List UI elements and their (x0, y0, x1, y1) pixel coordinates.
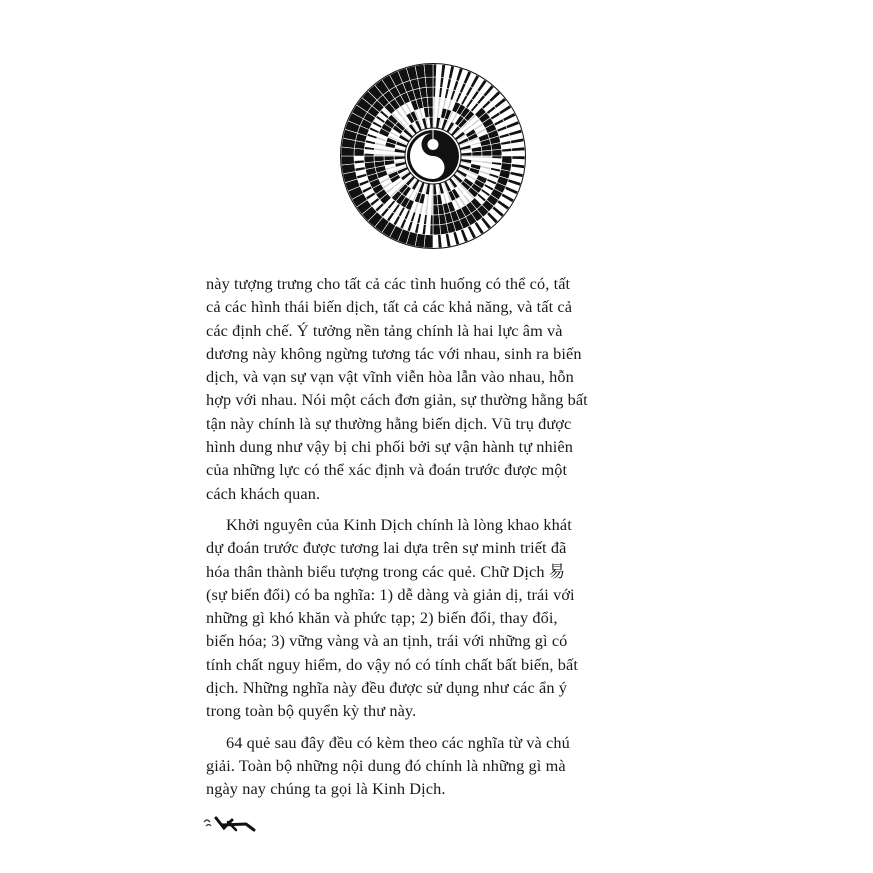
text-line: của những lực có thể xác định và đoán trước được một (206, 460, 568, 480)
text-line: dịch, và vạn sự vạn vật vĩnh viễn hòa lẫn vào nhau, hỗn (206, 367, 574, 387)
text-line: Khởi nguyên của Kinh Dịch chính là lòng khao khát (226, 514, 572, 534)
text-line: biến hóa; 3) vững vàng và an tịnh, trái với những gì có (206, 631, 568, 651)
text-line: hợp với nhau. Nói một cách đơn giản, sự thường hằng bất (206, 390, 588, 410)
text-line: cả các hình thái biến dịch, tất cả các khả năng, và tất cả (206, 297, 573, 317)
text-line: cách khách quan. (206, 483, 321, 503)
text-line: dịch. Những nghĩa này đều được sử dụng như các ẩn ý (206, 678, 567, 698)
text-line: hình dung như vậy bị chi phối bởi sự vận hành tự nhiên (206, 437, 573, 457)
text-line: tận này chính là sự thường hằng biến dịch. Vũ trụ được (206, 413, 572, 433)
text-line: này tượng trưng cho tất cả các tình huống có thể có, tất (206, 274, 571, 293)
text-line: trong toàn bộ quyển kỳ thư này. (206, 701, 417, 721)
yin-yang-hexagram-circle-icon (339, 62, 527, 250)
paragraph-1 (206, 272, 672, 505)
text-line: tính chất nguy hiểm, do vậy nó có tính chất bất biến, bất (206, 654, 578, 674)
text-line: 64 quẻ sau đây đều có kèm theo các nghĩa từ và chú (226, 732, 570, 752)
text-line: dương này không ngừng tương tác với nhau, sinh ra biến (206, 343, 582, 363)
text-line: (sự biến đổi) có ba nghĩa: 1) dễ dàng và giản dị, trái với (206, 584, 575, 604)
text-line: giải. Toàn bộ những nội dung đó chính là những gì mà (206, 755, 566, 775)
body-text (206, 272, 672, 809)
text-line: những gì khó khăn và phức tạp; 2) biến đổi, thay đổi, (206, 608, 558, 628)
page-ornament-icon (202, 812, 262, 836)
text-line: các định chế. Ý tưởng nền tảng chính là hai lực âm và (206, 320, 563, 340)
text-line: dự đoán trước được tương lai dựa trên sự minh triết đã (206, 538, 567, 558)
text-line: hóa thân thành biểu tượng trong các quẻ. Chữ Dịch 易 (206, 561, 566, 581)
text-line: ngày nay chúng ta gọi là Kinh Dịch. (206, 779, 446, 799)
paragraph-2 (206, 513, 672, 723)
paragraph-3 (206, 731, 672, 801)
